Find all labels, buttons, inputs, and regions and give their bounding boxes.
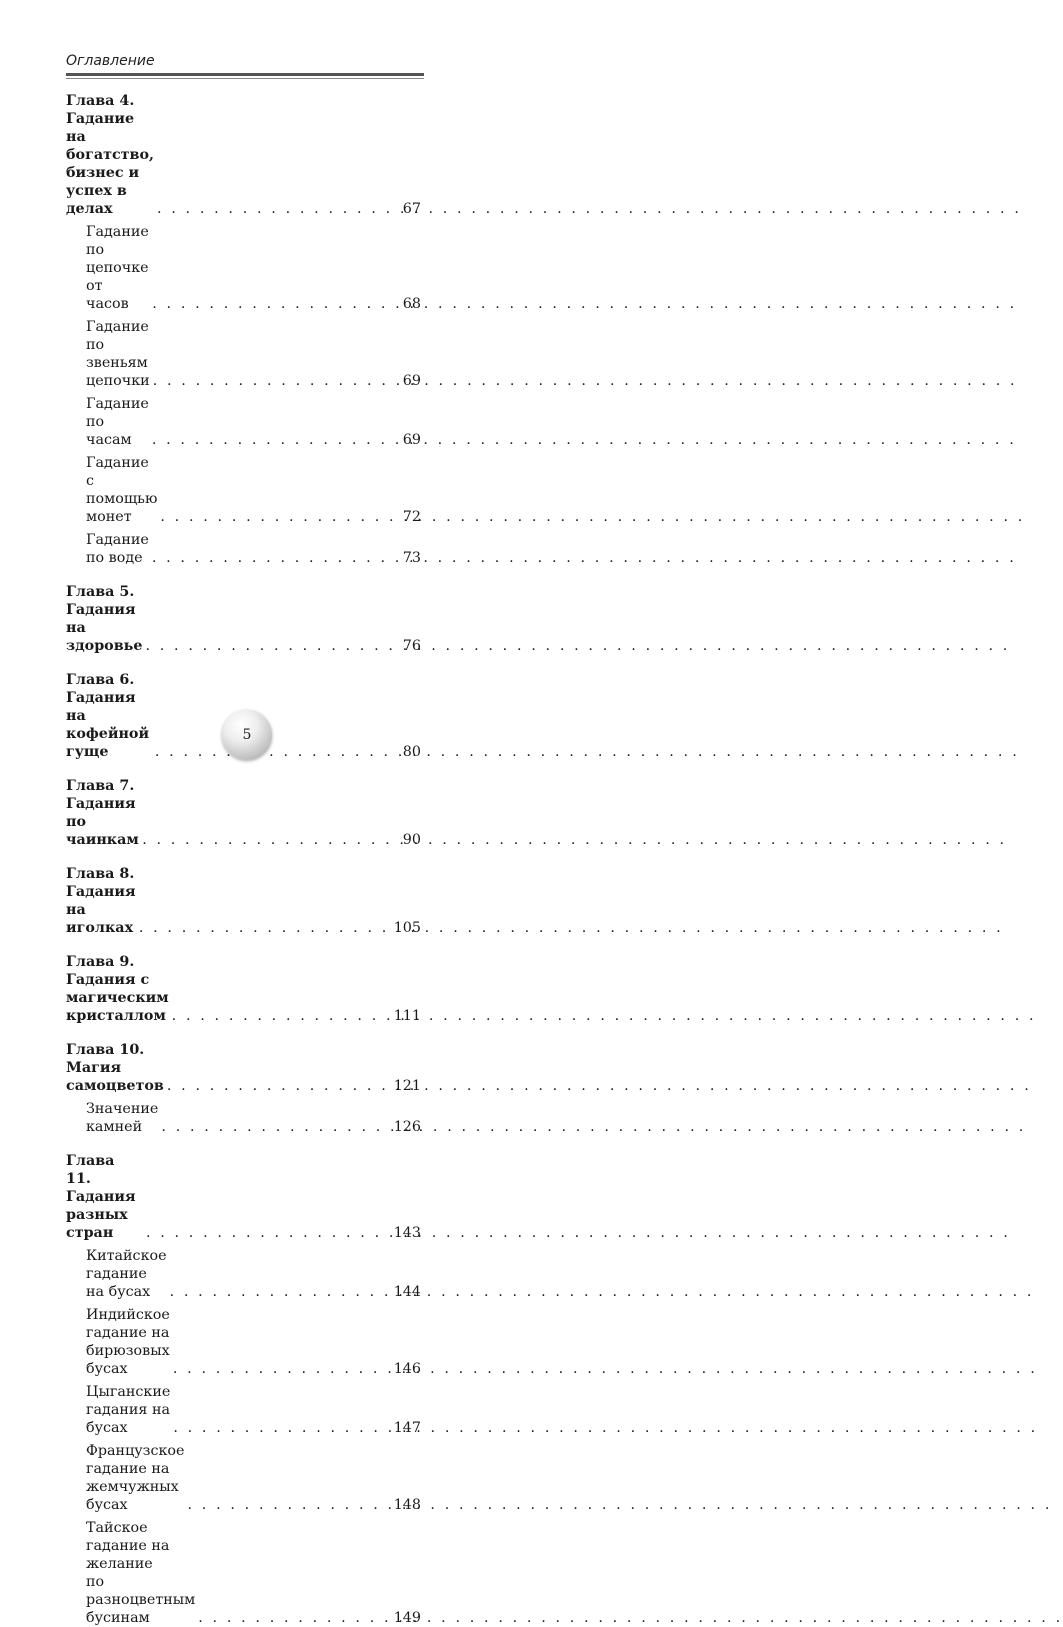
entry-page-number: 143 xyxy=(393,1225,421,1241)
entry-title: Гадание по воде xyxy=(86,532,149,566)
toc-chapter-entry xyxy=(66,777,421,849)
page-number: 5 xyxy=(242,727,252,743)
dot-leader xyxy=(145,637,399,655)
toc-section-entry xyxy=(66,1519,421,1627)
dot-leader xyxy=(198,1609,390,1627)
entry-title: Китайское гадание на бусах xyxy=(86,1248,167,1300)
entry-page-number: 126 xyxy=(393,1119,421,1135)
dot-leader xyxy=(167,1077,391,1095)
dot-leader xyxy=(188,1496,391,1514)
dot-leader xyxy=(152,549,400,567)
entry-page-number: 73 xyxy=(402,550,421,566)
entry-page-number: 68 xyxy=(402,296,421,312)
entry-title: Глава 6. Гадания на кофейной гуще xyxy=(66,672,150,760)
entry-title: Гадание по часам xyxy=(86,396,149,448)
entry-page-number: 72 xyxy=(402,509,421,525)
entry-title: Глава 8. Гадания на иголках xyxy=(66,866,136,936)
toc-chapter-entry xyxy=(66,583,421,655)
dot-leader xyxy=(155,743,400,761)
entry-title: Глава 11. Гадания разных стран xyxy=(66,1153,136,1241)
entry-title: Цыганские гадания на бусах xyxy=(86,1384,171,1436)
dot-leader xyxy=(153,372,400,390)
toc-section-entry xyxy=(66,454,421,526)
entry-page-number: 105 xyxy=(393,920,421,936)
toc-section-entry xyxy=(66,1442,421,1514)
entry-title: Гадание по цепочке от часов xyxy=(86,224,149,312)
toc-section-entry xyxy=(66,1383,421,1437)
toc-chapter-entry xyxy=(66,953,421,1025)
dot-leader xyxy=(172,1007,391,1025)
dot-leader xyxy=(152,431,400,449)
header-rule-thin xyxy=(66,78,424,79)
dot-leader xyxy=(160,508,399,526)
entry-title: Значение камней xyxy=(86,1101,159,1135)
dot-leader xyxy=(161,1118,390,1136)
entry-page-number: 90 xyxy=(402,832,421,848)
entry-title: Французское гадание на жемчужных бусах xyxy=(86,1443,185,1513)
toc-section-entry xyxy=(66,395,421,449)
toc-section-entry xyxy=(66,1247,421,1301)
entry-page-number: 121 xyxy=(393,1078,421,1094)
toc-chapter-entry xyxy=(66,1041,421,1095)
entry-title: Глава 9. Гадания с магическим кристаллом xyxy=(66,954,169,1024)
toc-section-entry xyxy=(66,531,421,567)
entry-page-number: 69 xyxy=(402,373,421,389)
dot-leader xyxy=(157,200,400,218)
entry-page-number: 148 xyxy=(393,1497,421,1513)
entry-page-number: 69 xyxy=(402,432,421,448)
entry-title: Гадание по звеньям цепочки xyxy=(86,319,150,389)
dot-leader xyxy=(139,919,391,937)
entry-title: Глава 4. Гадание на богатство, бизнес и успех в делах xyxy=(66,93,154,217)
dot-leader xyxy=(170,1283,391,1301)
entry-title: Глава 10. Магия самоцветов xyxy=(66,1042,164,1094)
toc-chapter-entry xyxy=(66,865,421,937)
dot-leader xyxy=(152,295,400,313)
entry-page-number: 146 xyxy=(393,1361,421,1377)
toc-section-entry xyxy=(66,318,421,390)
entry-page-number: 76 xyxy=(402,638,421,654)
toc-chapter-entry xyxy=(66,92,421,218)
entry-title: Глава 7. Гадания по чаинкам xyxy=(66,778,139,848)
toc-section-entry xyxy=(66,1306,421,1378)
entry-title: Глава 5. Гадания на здоровье xyxy=(66,584,143,654)
running-header: Оглавление xyxy=(66,53,155,69)
entry-page-number: 149 xyxy=(393,1610,421,1626)
entry-page-number: 111 xyxy=(393,1008,421,1024)
entry-title: Индийское гадание на бирюзовых бусах xyxy=(86,1307,170,1377)
entry-page-number: 147 xyxy=(393,1420,421,1436)
toc-section-entry xyxy=(66,1100,421,1136)
entry-title: Гадание с помощью монет xyxy=(86,455,158,525)
page-number-badge xyxy=(222,710,272,760)
toc-chapter-entry xyxy=(66,1152,421,1242)
entry-title: Тайское гадание на желание по разноцветным бусинам xyxy=(86,1520,196,1626)
entry-page-number: 67 xyxy=(402,201,421,217)
dot-leader xyxy=(173,1419,390,1437)
dot-leader xyxy=(146,1224,391,1242)
table-of-contents xyxy=(66,92,421,1627)
dot-leader xyxy=(173,1360,391,1378)
dot-leader xyxy=(142,831,400,849)
toc-section-entry xyxy=(66,223,421,313)
entry-page-number: 144 xyxy=(393,1284,421,1300)
entry-page-number: 80 xyxy=(402,744,421,760)
header-rule-thick xyxy=(66,73,424,76)
